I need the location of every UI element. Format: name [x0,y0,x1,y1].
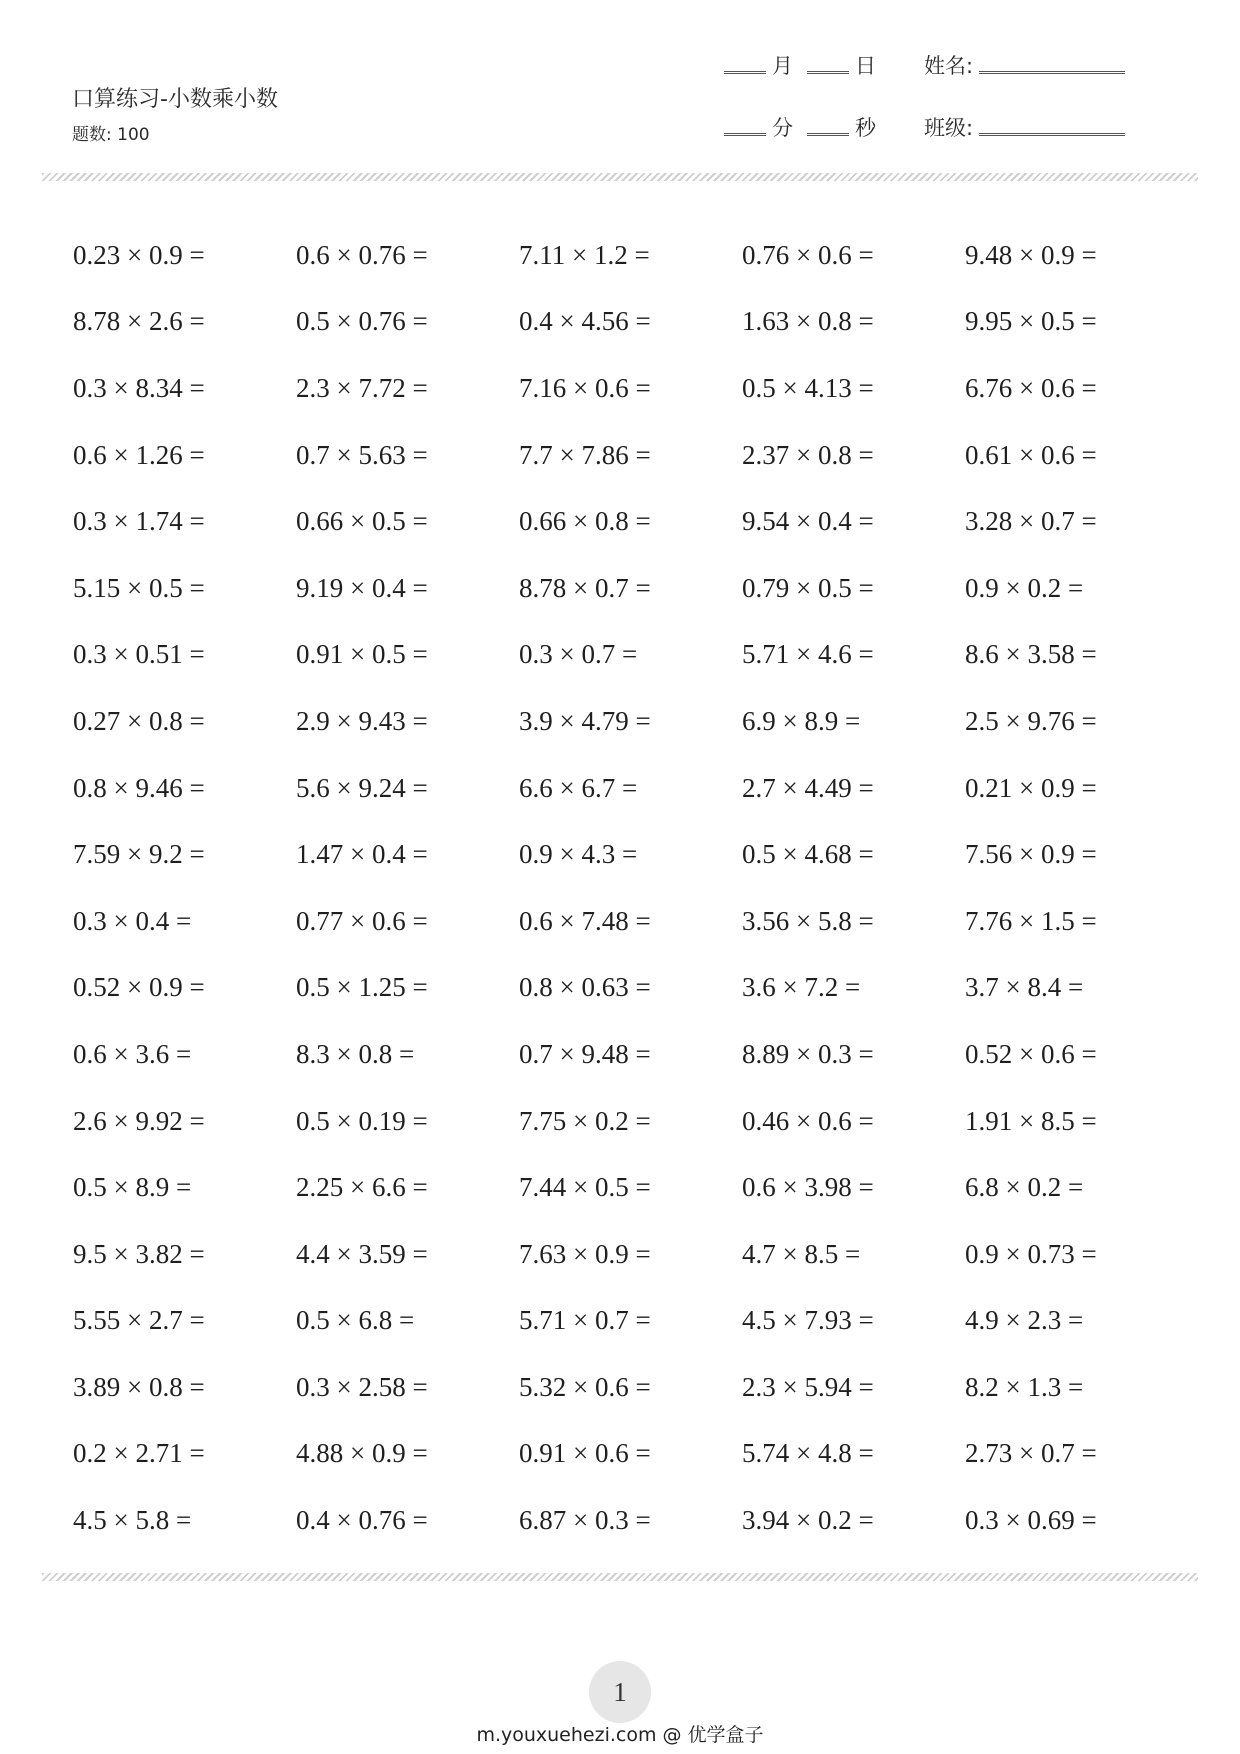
problem-item: 0.3 × 0.69 = [965,1505,1097,1536]
problem-item: 0.3 × 0.7 = [519,639,638,670]
problem-item: 0.2 × 2.71 = [73,1438,205,1469]
problem-item: 0.23 × 0.9 = [73,239,205,270]
problem-item: 5.55 × 2.7 = [73,1305,205,1336]
problem-item: 0.7 × 9.48 = [519,1038,651,1069]
minute-label: 分 [772,116,793,140]
problem-item: 0.91 × 0.5 = [296,639,428,670]
problem-item: 1.91 × 8.5 = [965,1105,1097,1136]
problem-item: 8.6 × 3.58 = [965,639,1097,670]
problem-item: 7.76 × 1.5 = [965,905,1097,936]
problem-item: 0.8 × 9.46 = [73,772,205,803]
problem-item: 0.3 × 0.4 = [73,905,192,936]
problem-item: 7.11 × 1.2 = [519,239,650,270]
problem-item: 0.7 × 5.63 = [296,439,428,470]
date-fields [724,50,890,80]
problem-item: 2.3 × 5.94 = [742,1371,874,1402]
problem-item: 0.6 × 7.48 = [519,905,651,936]
problem-item: 0.5 × 4.13 = [742,372,874,403]
problem-item: 7.63 × 0.9 = [519,1238,651,1269]
problem-item: 0.5 × 8.9 = [73,1172,192,1203]
problem-count: 题数: 100 [72,125,150,145]
problem-item: 0.6 × 1.26 = [73,439,205,470]
problem-item: 0.3 × 2.58 = [296,1371,428,1402]
problem-item: 0.5 × 4.68 = [742,839,874,870]
problem-item: 0.61 × 0.6 = [965,439,1097,470]
problem-item: 6.8 × 0.2 = [965,1172,1084,1203]
month-label: 月 [772,54,793,78]
problem-item: 9.5 × 3.82 = [73,1238,205,1269]
problem-item: 5.6 × 9.24 = [296,772,428,803]
problem-item: 0.4 × 0.76 = [296,1505,428,1536]
problem-item: 0.27 × 0.8 = [73,705,205,736]
problem-item: 0.3 × 0.51 = [73,639,205,670]
problem-item: 8.78 × 0.7 = [519,572,651,603]
page-number-badge [589,1661,651,1723]
problem-item: 0.9 × 0.2 = [965,572,1084,603]
problem-item: 1.63 × 0.8 = [742,306,874,337]
class-label: 班级: [924,116,974,140]
problem-item: 5.32 × 0.6 = [519,1371,651,1402]
footer-site: m.youxuehezi.com @ 优学盒子 [476,1724,764,1746]
problem-grid [73,222,1193,1554]
problem-item: 4.5 × 7.93 = [742,1305,874,1336]
problem-item: 7.44 × 0.5 = [519,1172,651,1203]
problem-item: 0.5 × 6.8 = [296,1305,415,1336]
problem-item: 3.6 × 7.2 = [742,972,861,1003]
problem-item: 2.5 × 9.76 = [965,705,1097,736]
worksheet-title: 口算练习-小数乘小数 [72,87,278,112]
problem-item: 0.66 × 0.5 = [296,506,428,537]
class-blank[interactable] [979,133,1125,136]
problem-item: 0.52 × 0.6 = [965,1038,1097,1069]
second-label: 秒 [855,116,876,140]
problem-item: 7.16 × 0.6 = [519,372,651,403]
problem-item: 2.25 × 6.6 = [296,1172,428,1203]
problem-item: 0.9 × 0.73 = [965,1238,1097,1269]
problem-item: 3.9 × 4.79 = [519,705,651,736]
problem-item: 2.3 × 7.72 = [296,372,428,403]
problem-item: 6.9 × 8.9 = [742,705,861,736]
problem-item: 4.5 × 5.8 = [73,1505,192,1536]
problem-item: 0.52 × 0.9 = [73,972,205,1003]
problem-item: 0.79 × 0.5 = [742,572,874,603]
problem-item: 0.8 × 0.63 = [519,972,651,1003]
problem-item: 2.9 × 9.43 = [296,705,428,736]
problem-item: 0.5 × 0.19 = [296,1105,428,1136]
class-field [924,112,1131,142]
problem-item: 0.76 × 0.6 = [742,239,874,270]
problem-item: 3.89 × 0.8 = [73,1371,205,1402]
problem-item: 0.46 × 0.6 = [742,1105,874,1136]
problem-item: 0.5 × 0.76 = [296,306,428,337]
problem-item: 8.3 × 0.8 = [296,1038,415,1069]
problem-item: 0.6 × 3.98 = [742,1172,874,1203]
problem-item: 8.2 × 1.3 = [965,1371,1084,1402]
problem-item: 3.56 × 5.8 = [742,905,874,936]
problem-item: 1.47 × 0.4 = [296,839,428,870]
problem-item: 3.94 × 0.2 = [742,1505,874,1536]
problem-item: 0.77 × 0.6 = [296,905,428,936]
problem-item: 4.7 × 8.5 = [742,1238,861,1269]
problem-item: 0.4 × 4.56 = [519,306,651,337]
problem-item: 0.21 × 0.9 = [965,772,1097,803]
problem-item: 0.6 × 0.76 = [296,239,428,270]
problem-item: 0.5 × 1.25 = [296,972,428,1003]
problem-item: 2.6 × 9.92 = [73,1105,205,1136]
problem-item: 0.3 × 1.74 = [73,506,205,537]
problem-item: 9.48 × 0.9 = [965,239,1097,270]
problem-item: 0.91 × 0.6 = [519,1438,651,1469]
time-fields [724,112,890,142]
problem-item: 7.56 × 0.9 = [965,839,1097,870]
problem-item: 2.7 × 4.49 = [742,772,874,803]
problem-item: 7.59 × 9.2 = [73,839,205,870]
problem-item: 9.19 × 0.4 = [296,572,428,603]
minute-blank[interactable] [724,133,766,136]
problem-item: 4.4 × 3.59 = [296,1238,428,1269]
problem-item: 5.71 × 0.7 = [519,1305,651,1336]
problem-item: 0.9 × 4.3 = [519,839,638,870]
problem-item: 7.75 × 0.2 = [519,1105,651,1136]
problem-item: 2.73 × 0.7 = [965,1438,1097,1469]
problem-item: 5.15 × 0.5 = [73,572,205,603]
problem-item: 0.3 × 8.34 = [73,372,205,403]
problem-item: 3.28 × 0.7 = [965,506,1097,537]
problem-item: 9.95 × 0.5 = [965,306,1097,337]
problem-item: 3.7 × 8.4 = [965,972,1084,1003]
bottom-divider [42,1573,1198,1581]
name-field [924,50,1131,80]
month-blank[interactable] [724,71,766,74]
name-blank[interactable] [979,71,1125,74]
problem-item: 0.66 × 0.8 = [519,506,651,537]
day-blank[interactable] [807,71,849,74]
problem-item: 9.54 × 0.4 = [742,506,874,537]
problem-item: 6.76 × 0.6 = [965,372,1097,403]
problem-item: 4.9 × 2.3 = [965,1305,1084,1336]
problem-item: 4.88 × 0.9 = [296,1438,428,1469]
name-label: 姓名: [924,54,974,78]
problem-item: 7.7 × 7.86 = [519,439,651,470]
second-blank[interactable] [807,133,849,136]
day-label: 日 [855,54,876,78]
problem-item: 8.78 × 2.6 = [73,306,205,337]
problem-item: 5.71 × 4.6 = [742,639,874,670]
problem-item: 6.87 × 0.3 = [519,1505,651,1536]
problem-item: 0.6 × 3.6 = [73,1038,192,1069]
page-number: 1 [613,1676,627,1707]
top-divider [42,173,1198,181]
problem-item: 5.74 × 4.8 = [742,1438,874,1469]
problem-item: 8.89 × 0.3 = [742,1038,874,1069]
problem-item: 2.37 × 0.8 = [742,439,874,470]
problem-item: 6.6 × 6.7 = [519,772,638,803]
